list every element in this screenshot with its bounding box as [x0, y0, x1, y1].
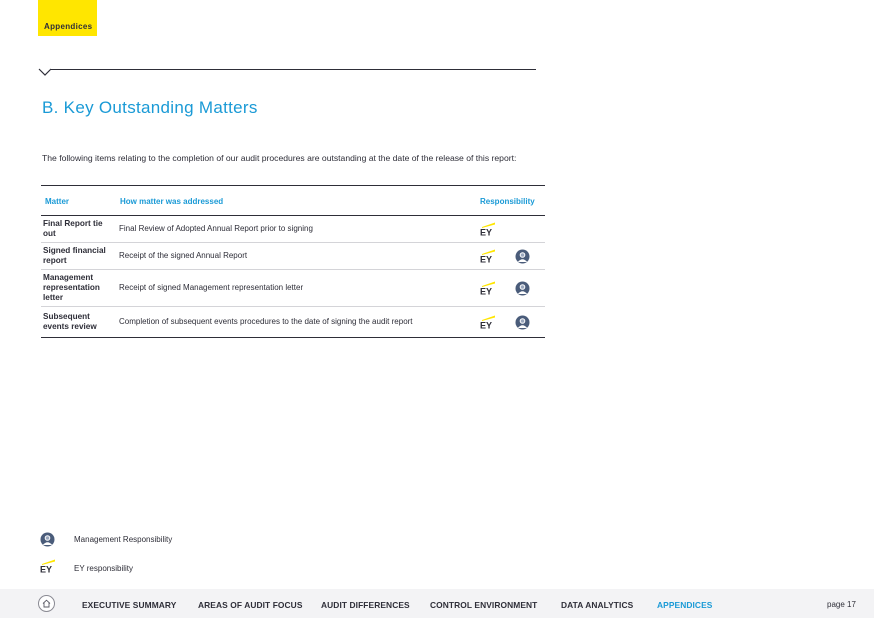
ey-logo [480, 249, 496, 268]
home-button[interactable] [38, 595, 55, 612]
management-person-icon [515, 315, 530, 335]
nav-audit-differences[interactable]: AUDIT DIFFERENCES [321, 600, 410, 610]
ey-logo [480, 281, 496, 300]
management-person-icon [515, 249, 530, 269]
section-tag [38, 0, 97, 36]
nav-control-environment[interactable]: CONTROL ENVIRONMENT [430, 600, 538, 610]
nav-areas-of-audit-focus[interactable]: AREAS OF AUDIT FOCUS [198, 600, 303, 610]
header-divider [51, 69, 536, 70]
section-tag-label: Appendices [44, 22, 93, 31]
page-title: B. Key Outstanding Matters [42, 98, 258, 117]
matter-cell: Signed financial report [43, 246, 106, 265]
home-icon [42, 599, 51, 608]
how-addressed-cell: Receipt of signed Management representation letter [119, 283, 304, 292]
nav-appendices[interactable]: APPENDICES [657, 600, 713, 610]
intro-text: The following items relating to the completion of our audit procedures are outstanding at the date of the release of this report: [42, 153, 517, 163]
header-responsibility: Responsibility [480, 197, 535, 206]
page-number: page 17 [827, 600, 856, 609]
legend-management-label: Management Responsibility [74, 535, 173, 544]
svg-text:EY: EY [480, 227, 493, 236]
nav-data-analytics[interactable]: DATA ANALYTICS [561, 600, 634, 610]
matter-cell: Management representation letter [43, 273, 100, 302]
legend-ey-logo [40, 559, 56, 578]
how-addressed-cell: Receipt of the signed Annual Report [119, 251, 248, 260]
svg-text:EY: EY [480, 254, 493, 263]
svg-text:EY: EY [480, 320, 493, 329]
outstanding-matters-table [41, 185, 545, 338]
ey-logo [480, 315, 496, 334]
legend-ey-label: EY responsibility [74, 564, 133, 573]
matter-cell: Final Report tie out [43, 219, 103, 238]
table-row [41, 307, 545, 337]
legend-management-icon [40, 532, 55, 552]
table-header [41, 186, 545, 216]
header-matter: Matter [45, 197, 70, 206]
table-row [41, 243, 545, 270]
management-person-icon [515, 281, 530, 301]
table-row [41, 270, 545, 307]
table-row [41, 216, 545, 243]
how-addressed-cell: Completion of subsequent events procedures to the date of signing the audit report [119, 317, 413, 326]
how-addressed-cell: Final Review of Adopted Annual Report prior to signing [119, 224, 313, 233]
svg-text:EY: EY [480, 286, 493, 295]
footer-nav-bar [0, 589, 874, 618]
header-how: How matter was addressed [120, 197, 224, 206]
svg-text:EY: EY [40, 564, 53, 573]
ey-logo [480, 222, 496, 241]
nav-executive-summary[interactable]: EXECUTIVE SUMMARY [82, 600, 177, 610]
matter-cell: Subsequent events review [43, 312, 97, 331]
